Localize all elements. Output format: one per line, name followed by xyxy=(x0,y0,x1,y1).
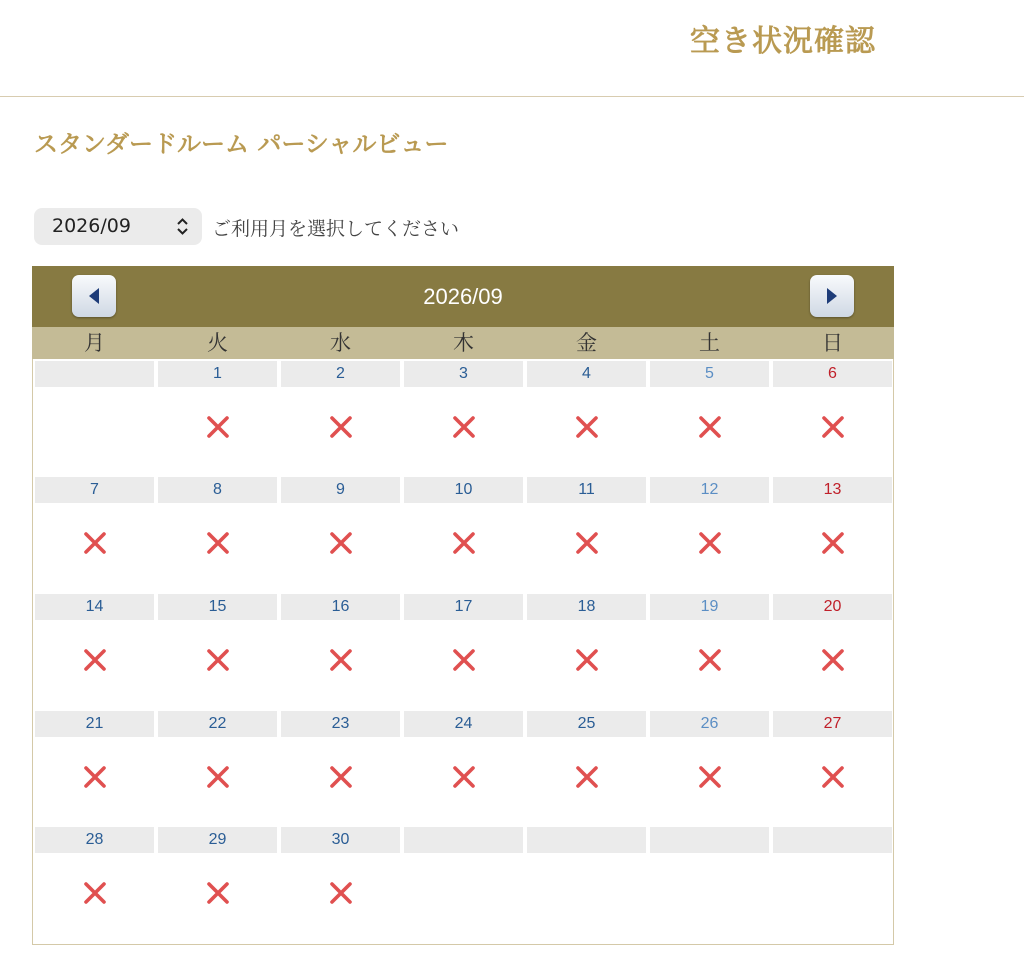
calendar-date: 30 xyxy=(281,827,400,853)
unavailable-mark-icon[interactable] xyxy=(158,527,277,559)
unavailable-mark-icon[interactable] xyxy=(158,411,277,443)
unavailable-mark-icon[interactable] xyxy=(281,644,400,676)
unavailable-mark-icon[interactable] xyxy=(773,644,892,676)
calendar-date: 27 xyxy=(773,711,892,737)
weekday-header-row xyxy=(32,327,894,359)
unavailable-mark-icon[interactable] xyxy=(404,527,523,559)
weekday-label: 日 xyxy=(822,331,843,355)
next-month-button[interactable] xyxy=(810,275,854,317)
calendar-date: 29 xyxy=(158,827,277,853)
select-updown-icon xyxy=(177,208,188,245)
unavailable-mark-icon[interactable] xyxy=(773,411,892,443)
calendar-date: 3 xyxy=(404,361,523,387)
month-select-hint: ご利用月を選択してください xyxy=(212,218,460,240)
calendar-empty-cell xyxy=(35,361,154,387)
unavailable-mark-icon[interactable] xyxy=(527,761,646,793)
unavailable-mark-icon[interactable] xyxy=(527,527,646,559)
calendar-empty-cell xyxy=(527,827,646,853)
calendar-date: 22 xyxy=(158,711,277,737)
calendar-date: 21 xyxy=(35,711,154,737)
unavailable-mark-icon[interactable] xyxy=(281,527,400,559)
unavailable-mark-icon[interactable] xyxy=(281,761,400,793)
unavailable-mark-icon[interactable] xyxy=(35,761,154,793)
weekday-label: 木 xyxy=(453,331,474,355)
calendar-date: 19 xyxy=(650,594,769,620)
unavailable-mark-icon[interactable] xyxy=(650,411,769,443)
unavailable-mark-icon[interactable] xyxy=(650,644,769,676)
calendar-date: 28 xyxy=(35,827,154,853)
unavailable-mark-icon[interactable] xyxy=(35,527,154,559)
unavailable-mark-icon[interactable] xyxy=(35,877,154,909)
unavailable-mark-icon[interactable] xyxy=(158,877,277,909)
unavailable-mark-icon[interactable] xyxy=(281,877,400,909)
unavailable-mark-icon[interactable] xyxy=(773,761,892,793)
unavailable-mark-icon[interactable] xyxy=(404,761,523,793)
unavailable-mark-icon[interactable] xyxy=(404,644,523,676)
calendar-date: 9 xyxy=(281,477,400,503)
weekday-label: 土 xyxy=(699,331,720,355)
calendar-date: 11 xyxy=(527,477,646,503)
room-title: スタンダードルーム パーシャルビュー xyxy=(34,130,449,158)
calendar-date: 17 xyxy=(404,594,523,620)
weekday-label: 火 xyxy=(207,331,228,355)
month-select-value: 2026/09 xyxy=(52,215,131,237)
page-title: 空き状況確認 xyxy=(690,24,876,59)
unavailable-mark-icon[interactable] xyxy=(404,411,523,443)
calendar-header xyxy=(32,266,894,327)
calendar-date: 20 xyxy=(773,594,892,620)
calendar-date: 2 xyxy=(281,361,400,387)
calendar-date: 24 xyxy=(404,711,523,737)
calendar-empty-cell xyxy=(650,827,769,853)
calendar-date: 4 xyxy=(527,361,646,387)
calendar-date: 7 xyxy=(35,477,154,503)
availability-calendar xyxy=(32,266,894,945)
weekday-label: 月 xyxy=(84,331,105,355)
unavailable-mark-icon[interactable] xyxy=(773,527,892,559)
calendar-date: 25 xyxy=(527,711,646,737)
calendar-date: 14 xyxy=(35,594,154,620)
calendar-date: 26 xyxy=(650,711,769,737)
calendar-month-title: 2026/09 xyxy=(423,284,503,309)
unavailable-mark-icon[interactable] xyxy=(527,411,646,443)
calendar-date: 18 xyxy=(527,594,646,620)
calendar-date: 12 xyxy=(650,477,769,503)
calendar-date: 23 xyxy=(281,711,400,737)
page-header xyxy=(0,0,1024,97)
unavailable-mark-icon[interactable] xyxy=(650,527,769,559)
unavailable-mark-icon[interactable] xyxy=(527,644,646,676)
calendar-date: 16 xyxy=(281,594,400,620)
calendar-date: 8 xyxy=(158,477,277,503)
unavailable-mark-icon[interactable] xyxy=(158,644,277,676)
calendar-date: 5 xyxy=(650,361,769,387)
triangle-right-icon xyxy=(825,287,839,305)
month-select[interactable] xyxy=(34,208,202,245)
calendar-date: 13 xyxy=(773,477,892,503)
unavailable-mark-icon[interactable] xyxy=(650,761,769,793)
calendar-date: 6 xyxy=(773,361,892,387)
weekday-label: 金 xyxy=(576,331,597,355)
unavailable-mark-icon[interactable] xyxy=(281,411,400,443)
unavailable-mark-icon[interactable] xyxy=(35,644,154,676)
calendar-empty-cell xyxy=(773,827,892,853)
weekday-label: 水 xyxy=(330,331,351,355)
calendar-date: 10 xyxy=(404,477,523,503)
calendar-date: 15 xyxy=(158,594,277,620)
unavailable-mark-icon[interactable] xyxy=(158,761,277,793)
calendar-date: 1 xyxy=(158,361,277,387)
calendar-empty-cell xyxy=(404,827,523,853)
